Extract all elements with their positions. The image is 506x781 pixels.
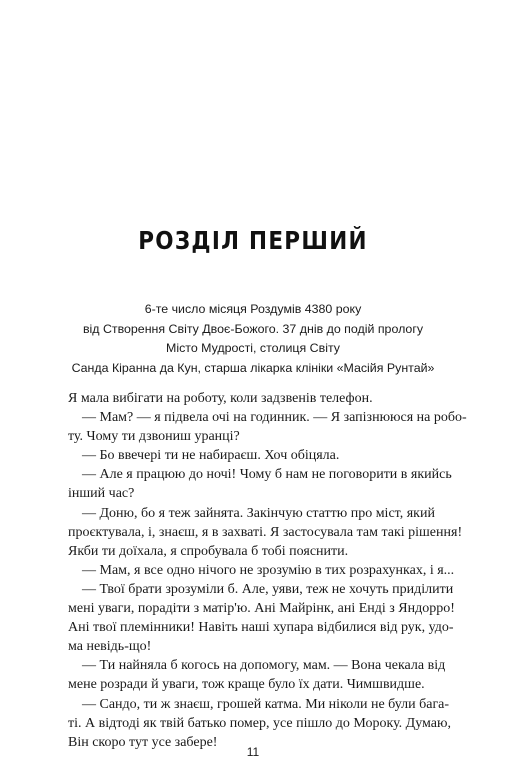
body-line: ту. Чому ти дзвониш уранці? [68, 429, 240, 445]
page-number: 11 [246, 745, 260, 759]
body-line: мені уваги, порадіти з матір'ю. Ані Майрінк, ані Енді з Яндорро! [68, 601, 455, 617]
body-line: ті. А відтоді як твій батько помер, усе пішло до Мороку. Думаю, [68, 715, 451, 731]
body-line: — Доню, бо я теж зайнята. Закінчую статтю про міст, який [82, 505, 435, 521]
body-line: — Бо ввечері ти не набираєш. Хоч обіцяла. [82, 448, 340, 464]
body-line: Я мала вибігати на роботу, коли задзвенів телефон. [68, 391, 373, 406]
body-line: ма невідь-що! [68, 639, 152, 655]
body-line: — Мам? — я підвела очі на годинник. — Я запізнююся на робо- [82, 410, 467, 426]
body-line: — Сандо, ти ж знаєш, грошей катма. Ми ніколи не були бага- [82, 696, 450, 712]
body-line: Ані твої племінники! Навіть наші хупара відбилися від рук, удо- [68, 620, 454, 636]
epigraph-line: Місто Мудрості, столиця Світу [166, 341, 340, 355]
body-line: мене розради й уваги, тож краще було їх дати. Чимшвидше. [68, 677, 425, 693]
body-line: інший час? [68, 486, 135, 502]
body-line: Він скоро тут усе забере! [68, 734, 218, 750]
epigraph-line: Санда Кіранна да Кун, старша лікарка клініки «Масійя Рунтай» [71, 360, 435, 375]
chapter-title: РОЗДІЛ ПЕРШИЙ [138, 226, 368, 255]
chapter-epigraph [70, 300, 436, 378]
body-line: проєктувала, і, знаєш, я в захваті. Я застосувала там такі рішення! [68, 524, 463, 540]
body-line: — Твої брати зрозуміли б. Але, уяви, теж не хочуть приділити [82, 581, 454, 597]
body-line: — Мам, я все одно нічого не зрозумію в тих розрахунках, і я... [82, 562, 455, 578]
body-line: — Але я працюю до ночі! Чому б нам не поговорити в якийсь [82, 467, 452, 483]
body-text [68, 389, 467, 752]
body-line: Якби ти доїхала, я спробувала б тобі пояснити. [68, 543, 349, 559]
epigraph-line: 6-те число місяця Роздумів 4380 року [144, 302, 362, 316]
epigraph-line: від Створення Світу Двоє-Божого. 37 днів до подій прологу [82, 321, 424, 336]
body-line: — Ти найняла б когось на допомогу, мам. — Вона чекала від [82, 658, 446, 674]
